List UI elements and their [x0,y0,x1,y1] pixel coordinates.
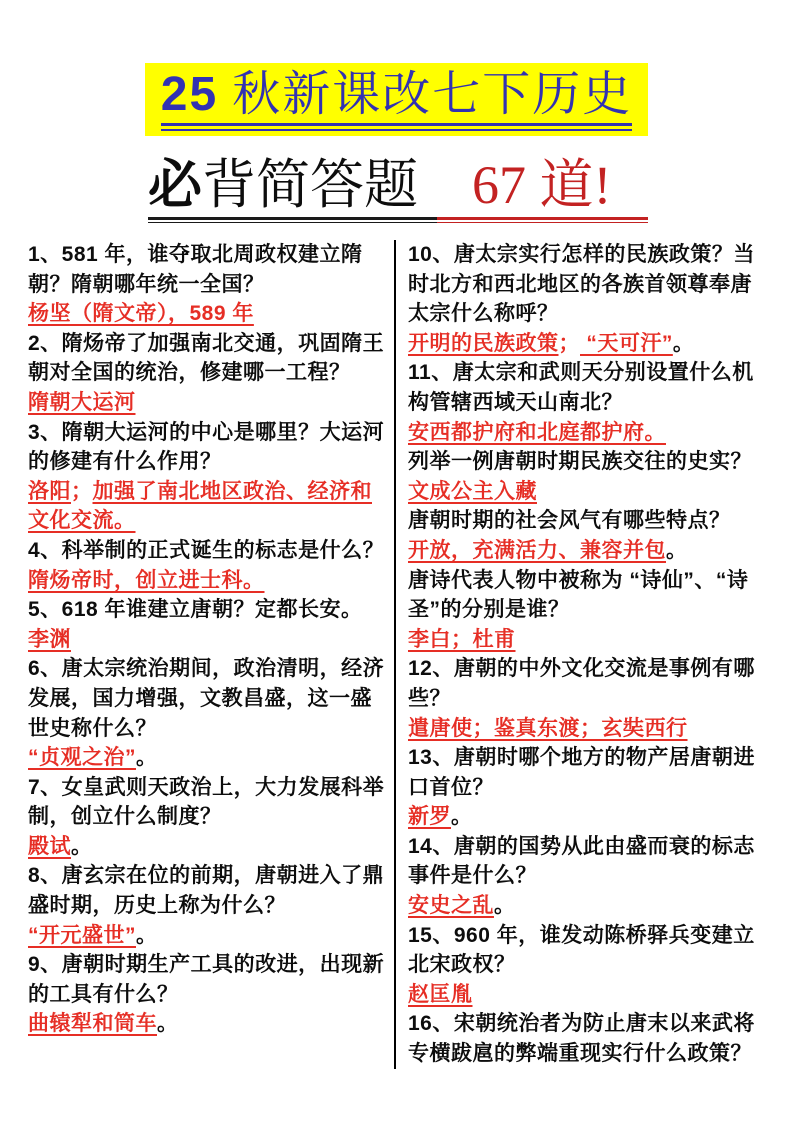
question-text: 14、唐朝的国势从此由盛而衰的标志事件是什么？ [408,834,755,888]
answer-segment: 。 [157,1012,179,1036]
question-text: 12、唐朝的中外文化交流是事例有哪些？ [408,657,755,710]
question-text: 1、581 年，谁夺取北周政权建立隋朝？隋朝哪年统一全国？ [28,243,363,296]
answer-text [28,921,388,951]
answer-segment: 殿试 [28,834,71,858]
subtitle-emphasis-char: 必 [148,155,202,215]
answer-text [408,536,773,566]
answer-text [408,329,773,359]
question-text: 唐诗代表人物中被称为 “诗仙”、“诗圣”的分别是谁？ [408,568,749,622]
answer-segment: 开放，充满活力、兼容并包 [408,538,666,562]
question-text: 2、隋炀帝了加强南北交通，巩固隋王朝对全国的统治，修建哪一工程？ [28,331,385,385]
answer-text [28,566,388,596]
answer-segment: ； [558,331,580,355]
answer-segment: “贞观之治” [28,746,136,770]
answer-text [408,980,773,1010]
title-highlight [145,63,648,136]
answer-text [408,625,773,655]
title-text: 秋新课改七下历史 [218,68,633,121]
answer-segment: 。 [136,746,158,770]
subtitle-text [148,156,648,214]
answer-segment: 遣唐使；鉴真东渡；玄奘西行 [408,716,688,740]
answer-segment: 曲辕犁和筒车 [28,1012,157,1036]
answer-text [28,477,388,536]
question-text: 15、960 年，谁发动陈桥驿兵变建立北宋政权？ [408,923,755,977]
answer-segment: 。 [71,834,93,858]
answer-segment: 隋炀帝时，创立进士科。 [28,568,265,592]
question-text: 3、隋朝大运河的中心是哪里？大运河的修建有什么作用？ [28,420,385,474]
answer-segment: 。 [666,538,688,562]
question-text: 唐朝时期的社会风气有哪些特点？ [408,509,731,533]
answer-segment: 新罗 [408,805,451,829]
question-text: 列举一例唐朝时期民族交往的史实？ [408,450,752,474]
answer-text [408,418,773,448]
question-text: 4、科举制的正式诞生的标志是什么？ [28,538,385,562]
subtitle-underline-red [437,217,648,223]
answer-segment: 杨坚（隋文帝），589 年 [28,302,254,326]
right-column [396,240,773,1069]
page-subtitle [148,156,648,223]
answer-segment: 。 [136,923,158,947]
question-text: 5、618 年谁建立唐朝？定都长安。 [28,598,363,622]
answer-segment: 加强了南北地区政治、经济和文化交流。 [28,479,372,533]
answer-segment: 赵匡胤 [408,982,473,1006]
answer-text [28,832,388,862]
question-text: 8、唐玄宗在位的前期，唐朝进入了鼎盛时期，历史上称为什么？ [28,864,385,918]
answer-segment: 安史之乱 [408,894,494,918]
answer-segment: 。 [494,894,516,918]
title-number: 25 [160,68,219,121]
answer-segment: “开元盛世” [28,923,136,947]
answer-segment: 开明的民族政策 [408,331,559,355]
answer-segment: 。 [451,805,473,829]
question-text: 16、宋朝统治者为防止唐末以来武将专横跋扈的弊端重现实行什么政策？ [408,1012,755,1066]
answer-text [408,714,773,744]
title-double-underline [161,123,632,131]
question-text: 9、唐朝时期生产工具的改进，出现新的工具有什么？ [28,953,385,1006]
answer-text [28,388,388,418]
subtitle-double-underline [148,217,648,223]
answer-text [408,802,773,832]
answer-segment: ； [71,479,93,503]
answer-segment: 隋朝大运河 [28,390,136,414]
left-column [28,240,388,1069]
answer-text [408,477,773,507]
answer-text [28,625,388,655]
question-text: 10、唐太宗实行怎样的民族政策？当时北方和西北地区的各族首领尊奉唐太宗什么称呼？ [408,243,755,326]
question-text: 7、女皇武则天政治上，大力发展科举制，创立什么制度？ [28,775,385,829]
answer-text [28,299,388,329]
answer-text [28,1009,388,1039]
answer-text [408,891,773,921]
answer-segment: 李渊 [28,627,71,651]
answer-segment: 安西都护府和北庭都护府。 [408,420,666,444]
qa-columns [28,240,773,1069]
question-text: 6、唐太宗统治期间，政治清明，经济发展，国力增强，文教昌盛，这一盛世史称什么？ [28,657,385,740]
question-text: 13、唐朝时哪个地方的物产居唐朝进口首位？ [408,746,755,799]
subtitle-underline-black [148,217,437,223]
subtitle-count-text: 67 道! [472,155,612,215]
header [0,0,793,136]
answer-text [28,743,388,773]
answer-segment: 文成公主入藏 [408,479,537,503]
answer-segment: 。 [672,331,695,355]
answer-segment: “天可汗” [580,331,673,355]
answer-segment: 李白；杜甫 [408,627,516,651]
answer-segment: 洛阳 [28,479,71,503]
page-title [161,70,632,120]
subtitle-black-text: 背简答题 [202,155,418,215]
question-text: 11、唐太宗和武则天分别设置什么机构管辖西域天山南北？ [408,361,754,414]
